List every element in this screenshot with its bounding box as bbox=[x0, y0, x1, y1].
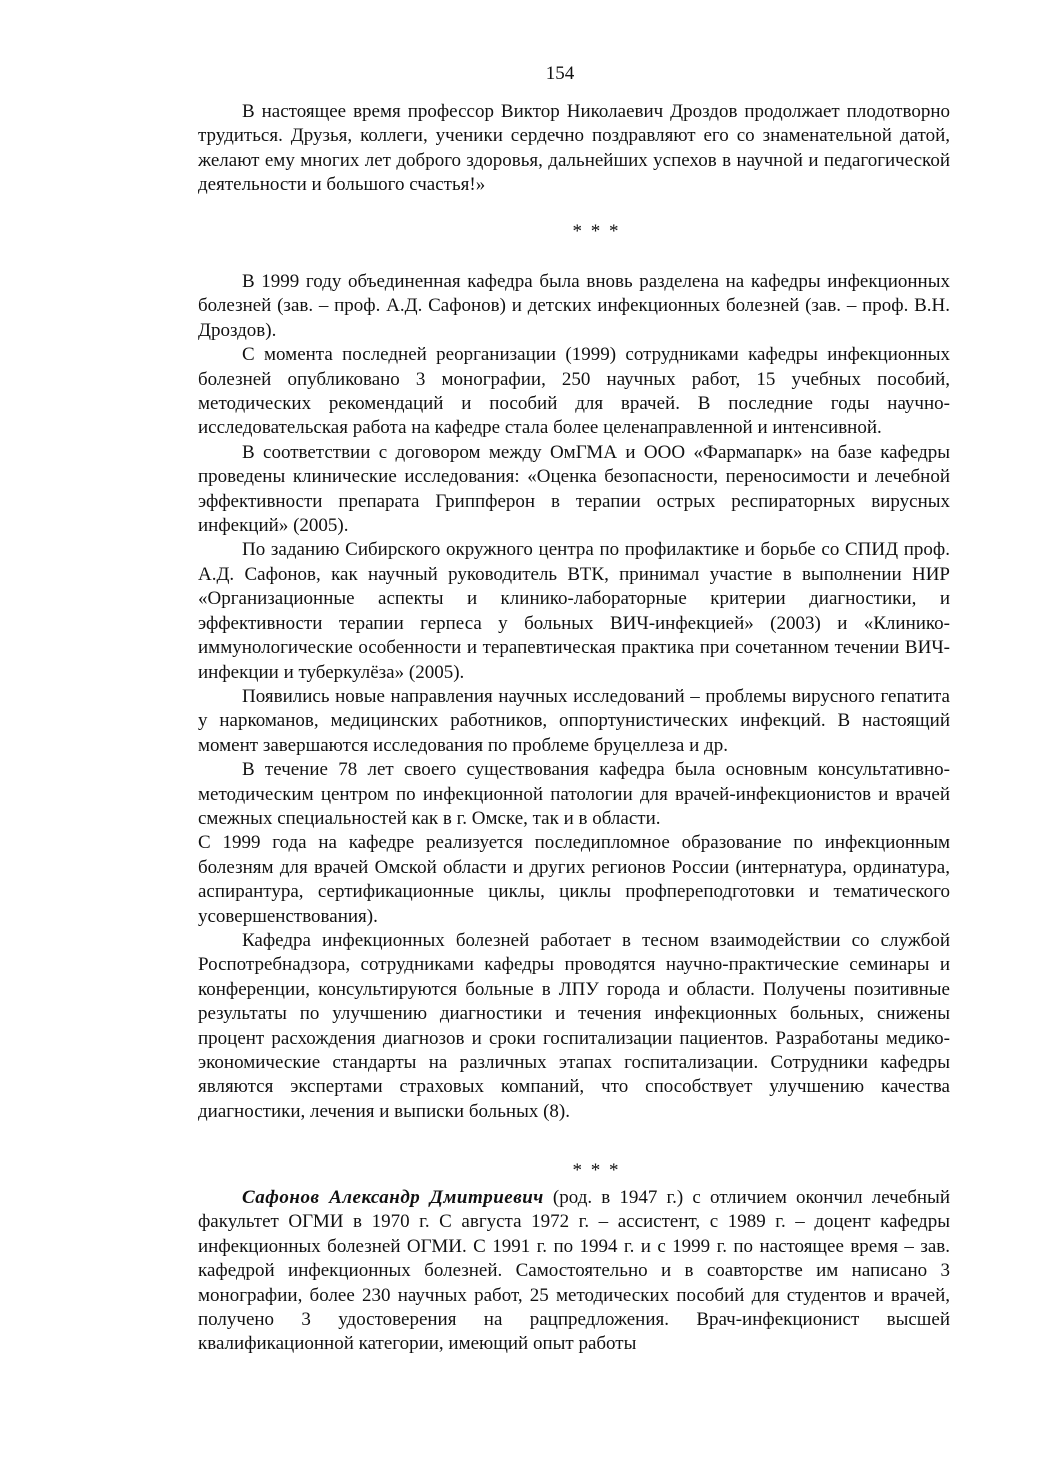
section-separator: * * * bbox=[572, 221, 621, 242]
paragraph: С 1999 года на кафедре реализуется последипломное образование по инфекционным болезням для врачей Омской области и других регионов России (интернатура, ординатура, аспирантура, сертификационные циклы, циклы профпереподготовки и тематического усовершенствования). bbox=[198, 832, 950, 927]
biography-text: (род. в 1947 г.) с отличием окончил лечебный факультет ОГМИ в 1970 г. С августа 1972 г. – ассистент, с 1989 г. – доцент кафедры инфекционных болезней ОГМИ. С 1991 г. по 1994 г. и с 1999 г. по настоящее время – зав. кафедрой инфекционных болезней. Самостоятельно и в соавторстве им написано 3 монографии, более 230 научных работ, 25 методических пособий для студентов и врачей, получено 3 удостоверения на рацпредложения. Врач-инфекционист высшей квалификационной категории, имеющий опыт работы bbox=[198, 1187, 950, 1355]
paragraph: По заданию Сибирского окружного центра по профилактике и борьбе со СПИД проф. А.Д. Сафонов, как научный руководитель ВТК, принимал участие в выполнении НИР «Организационные аспекты и клинико-лабораторные критерии диагностики, и эффективности терапии герпеса у больных ВИЧ-инфекцией» (2003) и «Клинико-иммунологические особенности и терапевтическая практика при сочетанном течении ВИЧ-инфекции и туберкулёза» (2005). bbox=[198, 539, 950, 683]
paragraph: В 1999 году объединенная кафедра была вновь разделена на кафедры инфекционных болезней (зав. – проф. А.Д. Сафонов) и детских инфекционных болезней (зав. – проф. В.Н. Дроздов). bbox=[198, 271, 950, 341]
paragraph: Появились новые направления научных исследований – проблемы вирусного гепатита у наркоманов, медицинских работников, оппортунистических инфекций. В настоящий момент завершаются исследования по проблеме бруцеллеза и др. bbox=[198, 685, 950, 756]
paragraph bbox=[198, 1186, 950, 1357]
biography-block bbox=[198, 1186, 950, 1357]
paragraph: Кафедра инфекционных болезней работает в тесном взаимодействии со службой Роспотребнадзора, сотрудниками кафедры проводятся научно-практические семинары и конференции, консультируются больные в ЛПУ города и области. Получены позитивные результаты по улучшению диагностики и течения инфекционных больных, снижены процент расхождения диагнозов и сроки госпитализации пациентов. Разработаны медико-экономические стандарты на различных этапах госпитализации. Сотрудники кафедры являются экспертами страховых компаний, что способствует улучшению качества диагностики, лечения и выписки больных (8). bbox=[198, 929, 950, 1122]
page-number: 154 bbox=[545, 63, 575, 84]
paragraph: В течение 78 лет своего существования кафедра была основным консультативно-методическим центром по инфекционной патологии для врачей-инфекционистов и врачей смежных специальностей как в г. Омске, так и в области. bbox=[198, 759, 950, 829]
paragraph: В соответствии с договором между ОмГМА и ООО «Фармапарк» на базе кафедры проведены клинические исследования: «Оценка безопасности, переносимости и лечебной эффективности препарата Гриппферон в терапии острых респираторных вирусных инфекций» (2005). bbox=[198, 441, 950, 537]
paragraph: С момента последней реорганизации (1999) сотрудниками кафедры инфекционных болезней опубликовано 3 монографии, 250 научных работ, 15 учебных пособий, методических рекомендаций и пособий для врачей. В последние годы научно-исследовательская работа на кафедре стала более целенаправленной и интенсивной. bbox=[198, 344, 950, 439]
closing-paragraph-block bbox=[198, 100, 950, 198]
person-name: Сафонов Александр Дмитриевич bbox=[242, 1187, 544, 1208]
paragraph: В настоящее время профессор Виктор Николаевич Дроздов продолжает плодотворно трудиться. Друзья, коллеги, ученики сердечно поздравляют его со знаменательной датой, желают ему многих лет доброго здоровья, дальнейших успехов в научной и педагогической деятельности и большого счастья!» bbox=[198, 101, 950, 196]
department-history-block bbox=[198, 270, 950, 1124]
section-separator: * * * bbox=[572, 1160, 621, 1181]
